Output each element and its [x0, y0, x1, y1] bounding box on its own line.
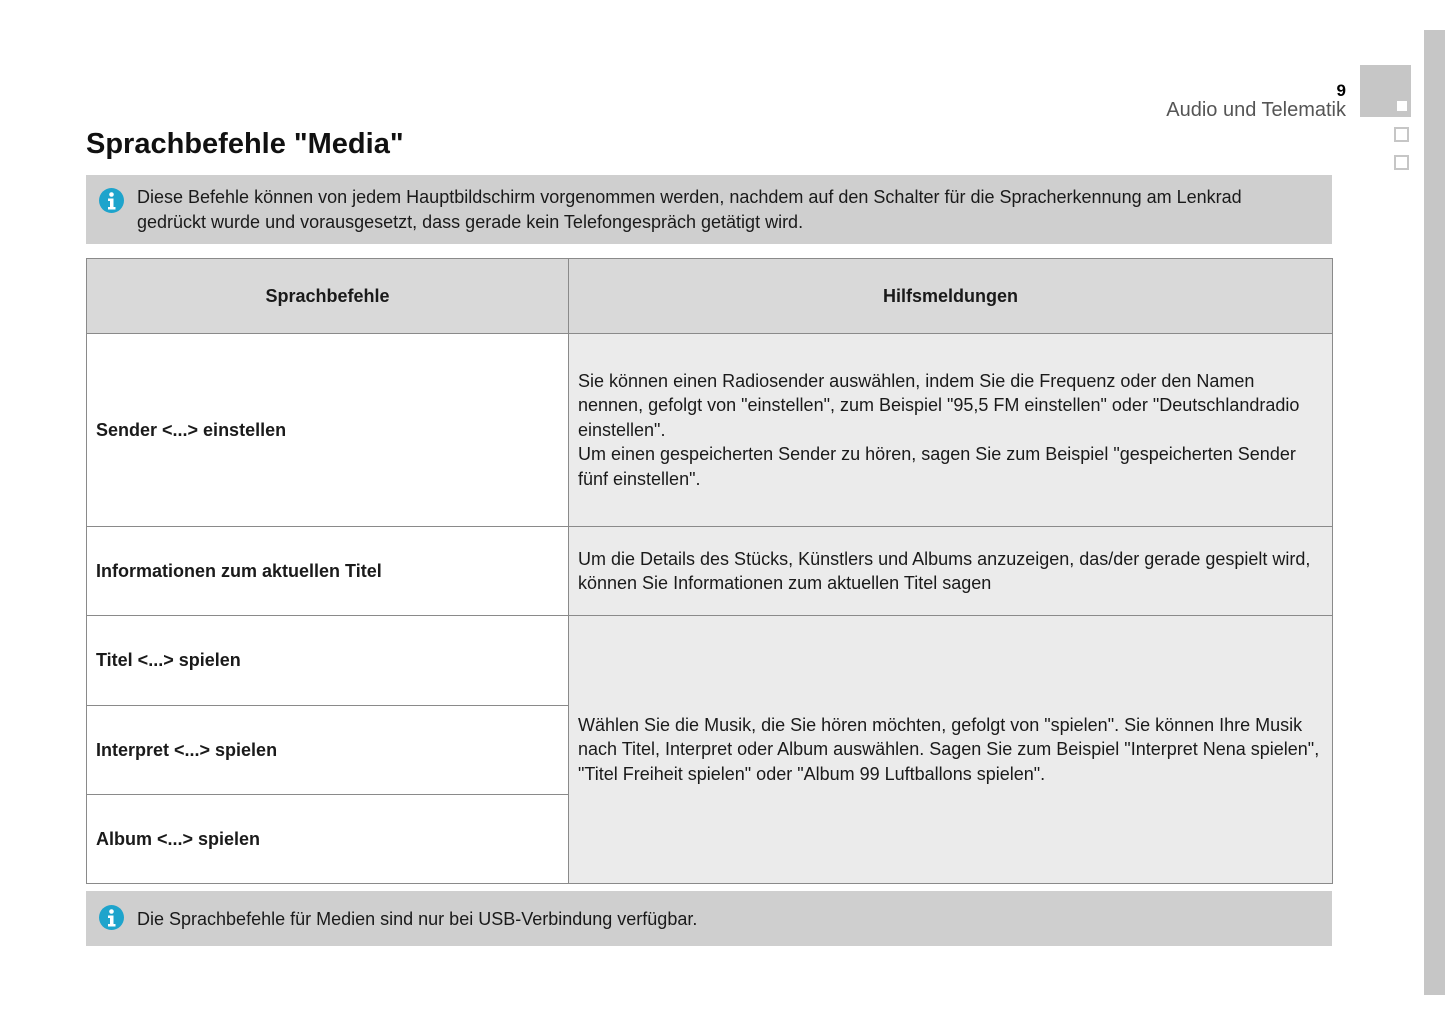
command-cell: Informationen zum aktuellen Titel	[87, 527, 569, 616]
info-icon	[99, 905, 124, 930]
table-row	[87, 334, 1333, 527]
page-number: 9	[1336, 81, 1346, 100]
column-header: Hilfsmeldungen	[569, 259, 1333, 334]
command-cell: Titel <...> spielen	[87, 616, 569, 706]
command-cell: Sender <...> einstellen	[87, 334, 569, 527]
chapter-sidebar	[1424, 30, 1445, 995]
help-text: Sie können einen Radiosender auswählen, indem Sie die Frequenz oder den Namen nennen, gefolgt von "einstellen", zum Beispiel "95,5 FM einstellen" oder "Deutschlandradio einstellen".	[578, 370, 1300, 440]
info-text: Diese Befehle können von jedem Hauptbildschirm vorgenommen werden, nachdem auf den Schalter für die Spracherkennung am Lenkrad gedrückt wurde und vorausgesetzt, dass gerade kein Telefongespräch getätigt wird.	[137, 187, 1242, 232]
help-cell: Um die Details des Stücks, Künstlers und Albums anzuzeigen, das/der gerade gespielt wird, können Sie Informationen zum aktuellen Titel sagen	[569, 527, 1333, 616]
info-icon	[99, 188, 124, 213]
table-row	[87, 527, 1333, 616]
command-cell: Album <...> spielen	[87, 795, 569, 884]
voice-commands-table	[86, 258, 1333, 884]
info-box-top	[86, 175, 1332, 244]
info-text: Die Sprachbefehle für Medien sind nur bei USB-Verbindung verfügbar.	[137, 909, 698, 929]
help-cell	[569, 334, 1333, 527]
section-title: Audio und Telematik	[1166, 99, 1346, 121]
help-text: Um einen gespeicherten Sender zu hören, sagen Sie zum Beispiel "gespeicherten Sender fünf einstellen".	[578, 444, 1296, 489]
chapter-tab	[1394, 155, 1409, 170]
info-box-bottom	[86, 891, 1332, 946]
chapter-tab	[1394, 127, 1409, 142]
page-title: Sprachbefehle "Media"	[86, 128, 404, 160]
chapter-tab-active	[1360, 65, 1411, 117]
column-header: Sprachbefehle	[87, 259, 569, 334]
table-row	[87, 616, 1333, 706]
help-cell: Wählen Sie die Musik, die Sie hören möchten, gefolgt von "spielen". Sie können Ihre Musik nach Titel, Interpret oder Album auswählen. Sagen Sie zum Beispiel "Interpret Nena spielen", "Titel Freiheit spielen" oder "Album 99 Luftballons spielen".	[569, 616, 1333, 884]
tab-marker	[1397, 101, 1407, 111]
table-header-row	[87, 259, 1333, 334]
command-cell: Interpret <...> spielen	[87, 706, 569, 795]
